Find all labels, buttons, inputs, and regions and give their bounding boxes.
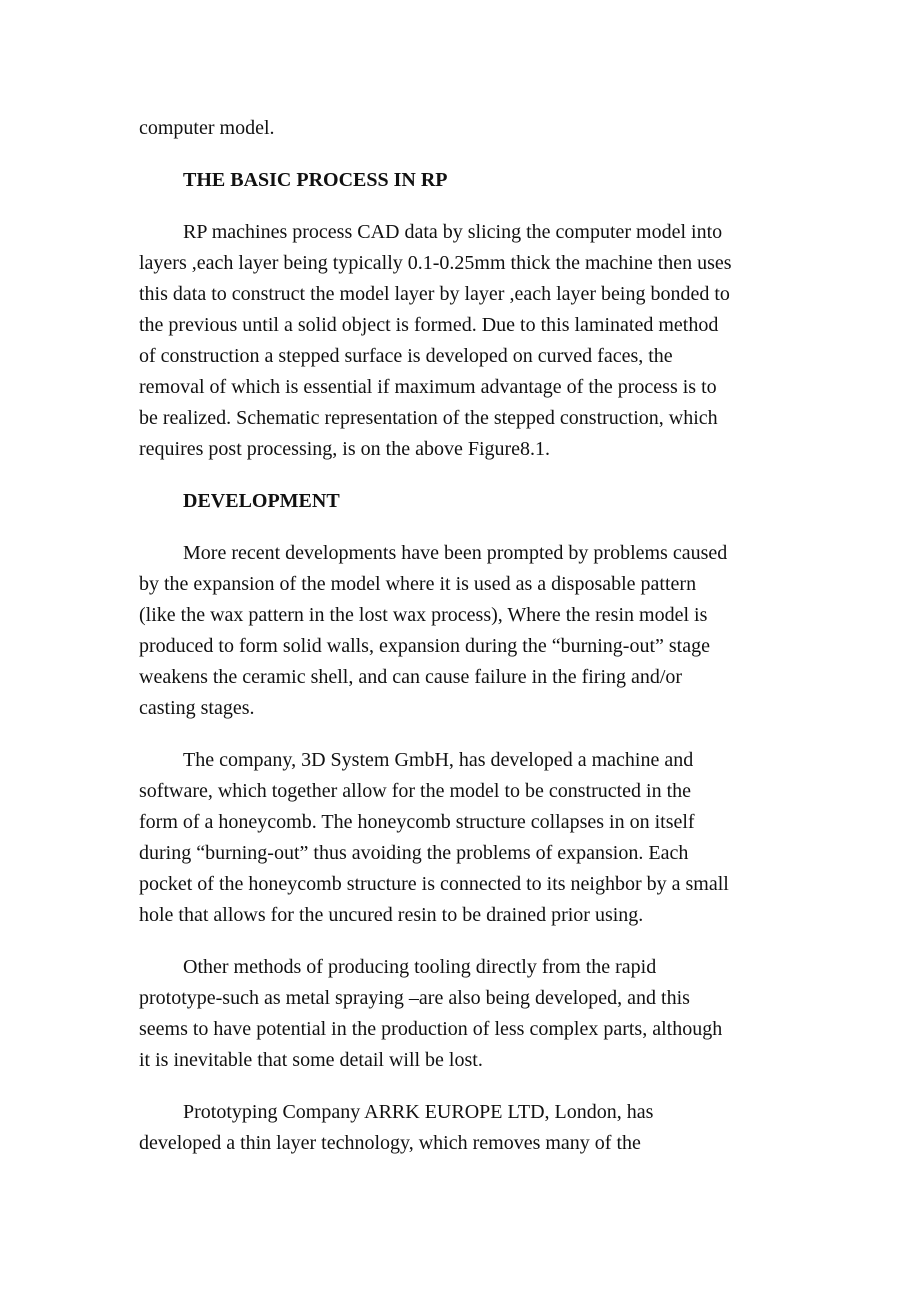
heading-basic-process: THE BASIC PROCESS IN RP bbox=[183, 169, 448, 191]
paragraph-development-4 bbox=[139, 1097, 784, 1159]
paragraph-development-2 bbox=[139, 745, 784, 931]
paragraph-line: Prototyping Company ARRK EUROPE LTD, London, has bbox=[183, 1101, 654, 1123]
paragraph-line: developed a thin layer technology, which removes many of the bbox=[139, 1132, 641, 1154]
paragraph-line: it is inevitable that some detail will be lost. bbox=[139, 1049, 483, 1071]
paragraph-line: software, which together allow for the model to be constructed in the bbox=[139, 780, 692, 802]
paragraph-line: hole that allows for the uncured resin to be drained prior using. bbox=[139, 904, 644, 926]
paragraph-line: by the expansion of the model where it is used as a disposable pattern bbox=[139, 573, 697, 595]
paragraph-line: The company, 3D System GmbH, has developed a machine and bbox=[183, 749, 694, 771]
heading-development: DEVELOPMENT bbox=[183, 490, 340, 512]
lead-fragment: computer model. bbox=[139, 117, 275, 139]
paragraph-line: requires post processing, is on the above Figure8.1. bbox=[139, 438, 551, 460]
paragraph-basic-process bbox=[139, 217, 784, 465]
paragraph-line: weakens the ceramic shell, and can cause failure in the firing and/or bbox=[139, 666, 683, 688]
paragraph-line: form of a honeycomb. The honeycomb structure collapses in on itself bbox=[139, 811, 695, 833]
paragraph-development-3 bbox=[139, 952, 784, 1076]
paragraph-line: be realized. Schematic representation of the stepped construction, which bbox=[139, 407, 718, 429]
paragraph-line: casting stages. bbox=[139, 697, 255, 719]
paragraph-line: the previous until a solid object is formed. Due to this laminated method bbox=[139, 314, 719, 336]
paragraph-line: removal of which is essential if maximum advantage of the process is to bbox=[139, 376, 717, 398]
paragraph-line: (like the wax pattern in the lost wax process), Where the resin model is bbox=[139, 604, 708, 626]
paragraph-line: pocket of the honeycomb structure is connected to its neighbor by a small bbox=[139, 873, 729, 895]
paragraph-development-1 bbox=[139, 538, 784, 724]
paragraph-line: during “burning-out” thus avoiding the problems of expansion. Each bbox=[139, 842, 689, 864]
paragraph-line: this data to construct the model layer by layer ,each layer being bonded to bbox=[139, 283, 730, 305]
paragraph-line: RP machines process CAD data by slicing the computer model into bbox=[183, 221, 723, 243]
paragraph-line: of construction a stepped surface is developed on curved faces, the bbox=[139, 345, 673, 367]
paragraph-line: More recent developments have been prompted by problems caused bbox=[183, 542, 728, 564]
paragraph-line: layers ,each layer being typically 0.1-0.25mm thick the machine then uses bbox=[139, 252, 732, 274]
paragraph-line: prototype-such as metal spraying –are also being developed, and this bbox=[139, 987, 690, 1009]
paragraph-line: produced to form solid walls, expansion during the “burning-out” stage bbox=[139, 635, 710, 657]
document-page bbox=[139, 113, 784, 1159]
paragraph-line: seems to have potential in the production of less complex parts, although bbox=[139, 1018, 723, 1040]
paragraph-line: Other methods of producing tooling directly from the rapid bbox=[183, 956, 657, 978]
